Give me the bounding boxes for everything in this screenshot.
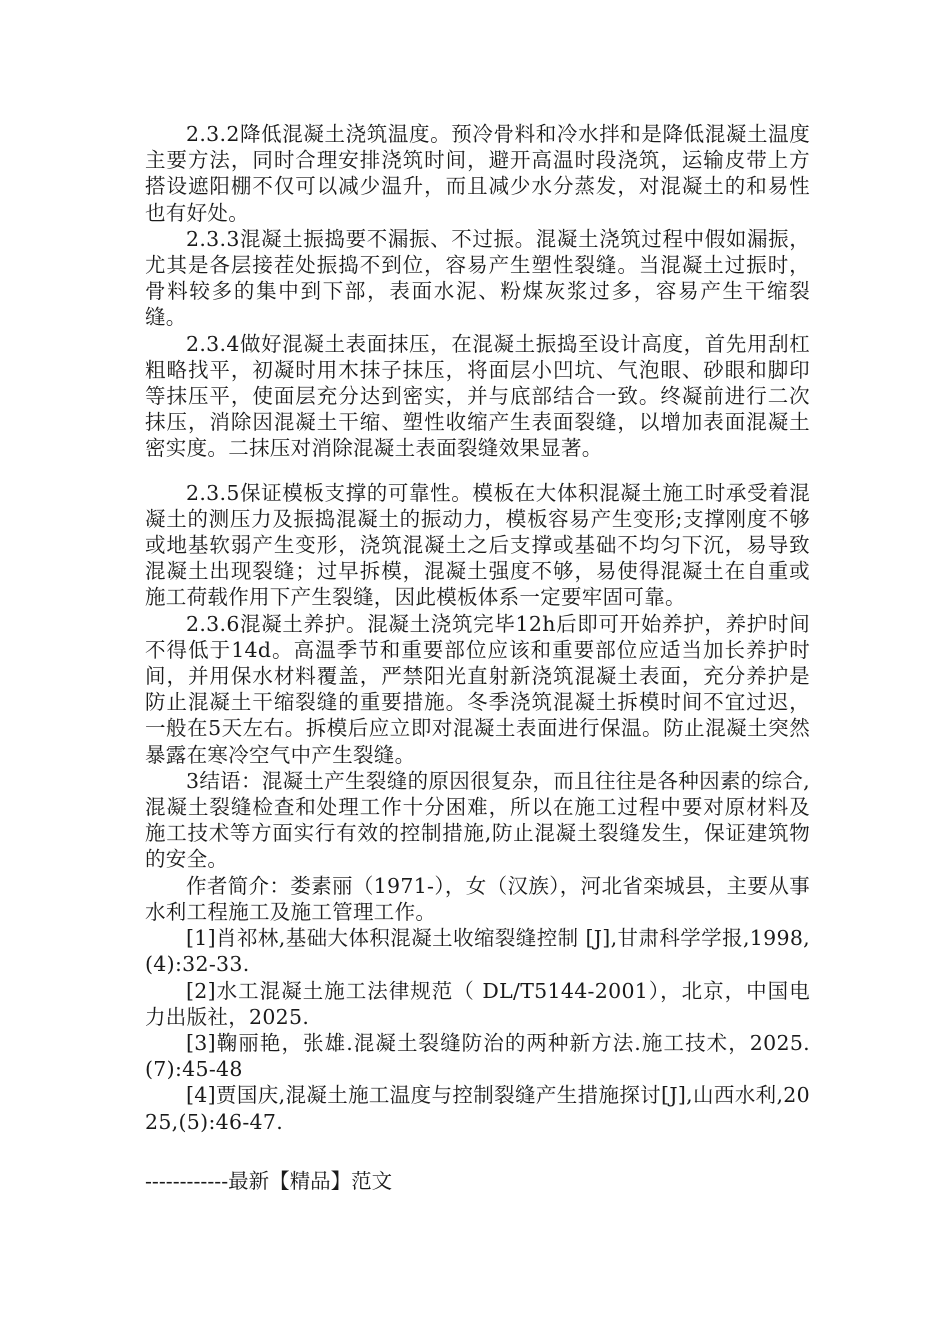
document-body: [145, 121, 810, 1135]
section-2-3-3-paragraph: 2.3.3混凝土振捣要不漏振、不过振。混凝土浇筑过程中假如漏振，尤其是各层接茬处振捣不到位，容易产生塑性裂缝。当混凝土过振时，骨料较多的集中到下部，表面水泥、粉煤灰浆过多，容易产生干缩裂缝。: [145, 226, 810, 330]
section-2-3-5-paragraph: 2.3.5保证模板支撑的可靠性。模板在大体积混凝土施工时承受着混凝土的测压力及振捣混凝土的振动力，模板容易产生变形;支撑刚度不够或地基软弱产生变形，浇筑混凝土之后支撑或基础不均匀下沉，易导致混凝土出现裂缝；过早拆模，混凝土强度不够，易使得混凝土在自重或施工荷载作用下产生裂缝，因此模板体系一定要牢固可靠。: [145, 480, 810, 610]
conclusion-paragraph: 3结语：混凝土产生裂缝的原因很复杂，而且往往是各种因素的综合,混凝土裂缝检查和处理工作十分困难，所以在施工过程中要对原材料及施工技术等方面实行有效的控制措施,防止混凝土裂缝发生，保证建筑物的安全。: [145, 768, 810, 872]
section-2-3-4-paragraph: 2.3.4做好混凝土表面抹压，在混凝土振捣至设计高度，首先用刮杠粗略找平，初凝时用木抹子抹压，将面层小凹坑、气泡眼、砂眼和脚印等抹压平，使面层充分达到密实，并与底部结合一致。终凝前进行二次抹压，消除因混凝土干缩、塑性收缩产生表面裂缝，以增加表面混凝土密实度。二抹压对消除混凝土表面裂缝效果显著。: [145, 331, 810, 461]
page-footer: ------------最新【精品】范文: [145, 1169, 393, 1193]
reference-item: [1]肖祁林,基础大体积混凝土收缩裂缝控制 [J],甘肃科学学报,1998,(4):32-33.: [145, 926, 810, 977]
section-2-3-2-paragraph: 2.3.2降低混凝土浇筑温度。预冷骨料和冷水拌和是降低混凝土温度主要方法，同时合理安排浇筑时间，避开高温时段浇筑，运输皮带上方搭设遮阳棚不仅可以减少温升，而且减少水分蒸发，对混凝土的和易性也有好处。: [145, 122, 810, 225]
reference-item: [4]贾国庆,混凝土施工温度与控制裂缝产生措施探讨[J],山西水利,2025,(5):46-47.: [145, 1083, 810, 1134]
section-2-3-6-paragraph: 2.3.6混凝土养护。混凝土浇筑完毕12h后即可开始养护，养护时间不得低于14d。高温季节和重要部位应该和重要部位应适当加长养护时间，并用保水材料覆盖，严禁阳光直射新浇筑混凝土表面，充分养护是防止混凝土干缩裂缝的重要措施。冬季浇筑混凝土拆模时间不宜过迟，一般在5天左右。拆模后应立即对混凝土表面进行保温。防止混凝土突然暴露在寒冷空气中产生裂缝。: [145, 611, 810, 767]
reference-item: [3]鞠丽艳，张雄.混凝土裂缝防治的两种新方法.施工技术，2025.(7):45-48: [145, 1030, 810, 1082]
paragraph-spacer: [145, 462, 810, 480]
author-bio-paragraph: 作者简介：娄素丽（1971-），女（汉族），河北省栾城县，主要从事水利工程施工及施工管理工作。: [145, 873, 810, 924]
reference-item: [2]水工混凝土施工法律规范（ DL/T5144-2001），北京，中国电力出版社，2025.: [145, 978, 810, 1029]
